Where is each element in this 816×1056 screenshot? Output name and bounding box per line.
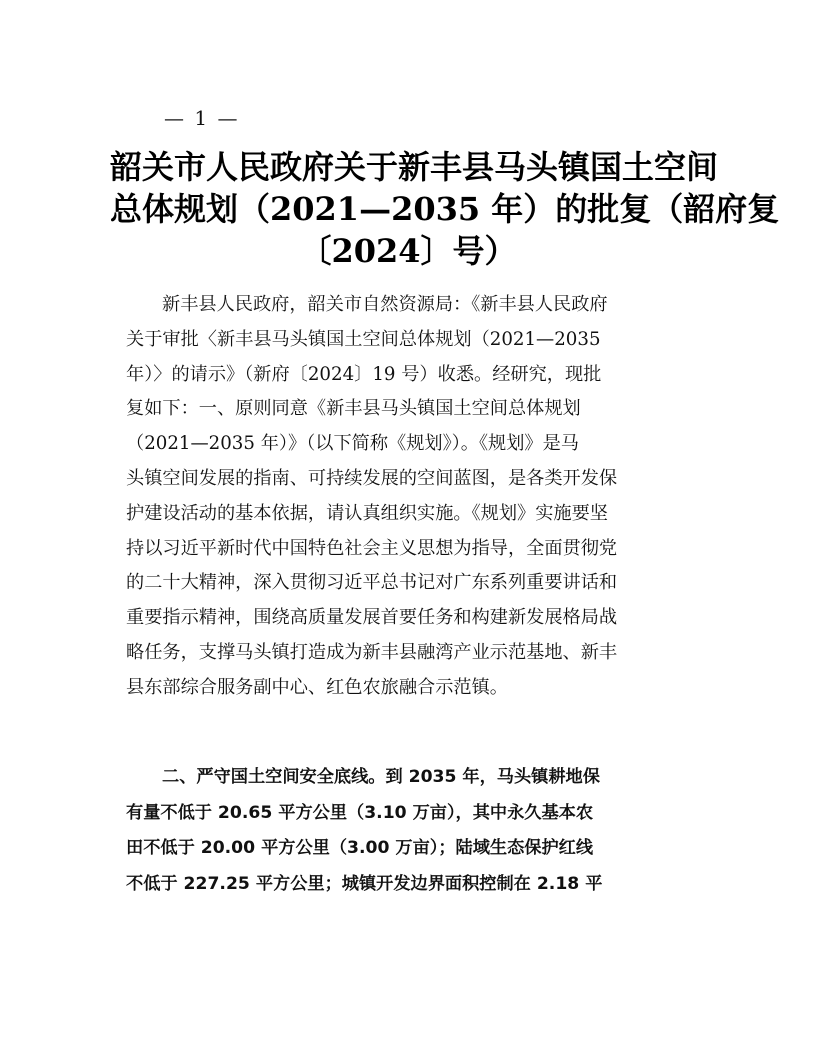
- text-line: 有量不低于 20.65 平方公里（3.10 万亩），其中永久基本农: [126, 802, 594, 823]
- page-number: — 1 —: [164, 106, 240, 130]
- text-line: 二、严守国土空间安全底线。到 2035 年，马头镇耕地保: [162, 767, 600, 787]
- text-line: 关于审批〈新丰县马头镇国土空间总体规划（2021—2035: [126, 328, 601, 350]
- title-line: 总体规划（2021—2035 年）的批复（韶府复: [110, 190, 780, 228]
- text-line: 头镇空间发展的指南、可持续发展的空间蓝图，是各类开发保: [126, 467, 618, 489]
- body-paragraph-2: [126, 760, 702, 902]
- text-line: 略任务，支撑马头镇打造成为新丰县融湾产业示范基地、新丰: [126, 641, 618, 663]
- text-line: 重要指示精神，围绕高质量发展首要任务和构建新发展格局战: [126, 607, 618, 629]
- text-line: 年）〉的请示》（新府〔2024〕19 号）收悉。经研究，现批: [126, 363, 602, 385]
- text-line: 县东部综合服务副中心、红色农旅融合示范镇。: [126, 676, 508, 698]
- text-line: 持以习近平新时代中国特色社会主义思想为指导，全面贯彻党: [126, 537, 618, 559]
- text-line: 新丰县人民政府，韶关市自然资源局：《新丰县人民政府: [162, 294, 608, 315]
- text-line: 的二十大精神，深入贯彻习近平总书记对广东系列重要讲话和: [126, 572, 618, 594]
- document-title: [110, 146, 780, 272]
- text-line: 复如下：一、原则同意《新丰县马头镇国土空间总体规划: [126, 398, 581, 420]
- text-line: 不低于 227.25 平方公里；城镇开发边界面积控制在 2.18 平: [126, 873, 603, 894]
- text-line: 护建设活动的基本依据，请认真组织实施。《规划》实施要坚: [126, 502, 608, 524]
- title-line: 韶关市人民政府关于新丰县马头镇国土空间: [110, 148, 719, 186]
- body-paragraph-1: [126, 288, 702, 706]
- text-line: （2021—2035 年）》（以下简称《规划》）。《规划》是马: [126, 433, 579, 455]
- title-line: 〔2024〕号）: [299, 232, 517, 270]
- text-line: 田不低于 20.00 平方公里（3.00 万亩）；陆域生态保护红线: [126, 838, 594, 858]
